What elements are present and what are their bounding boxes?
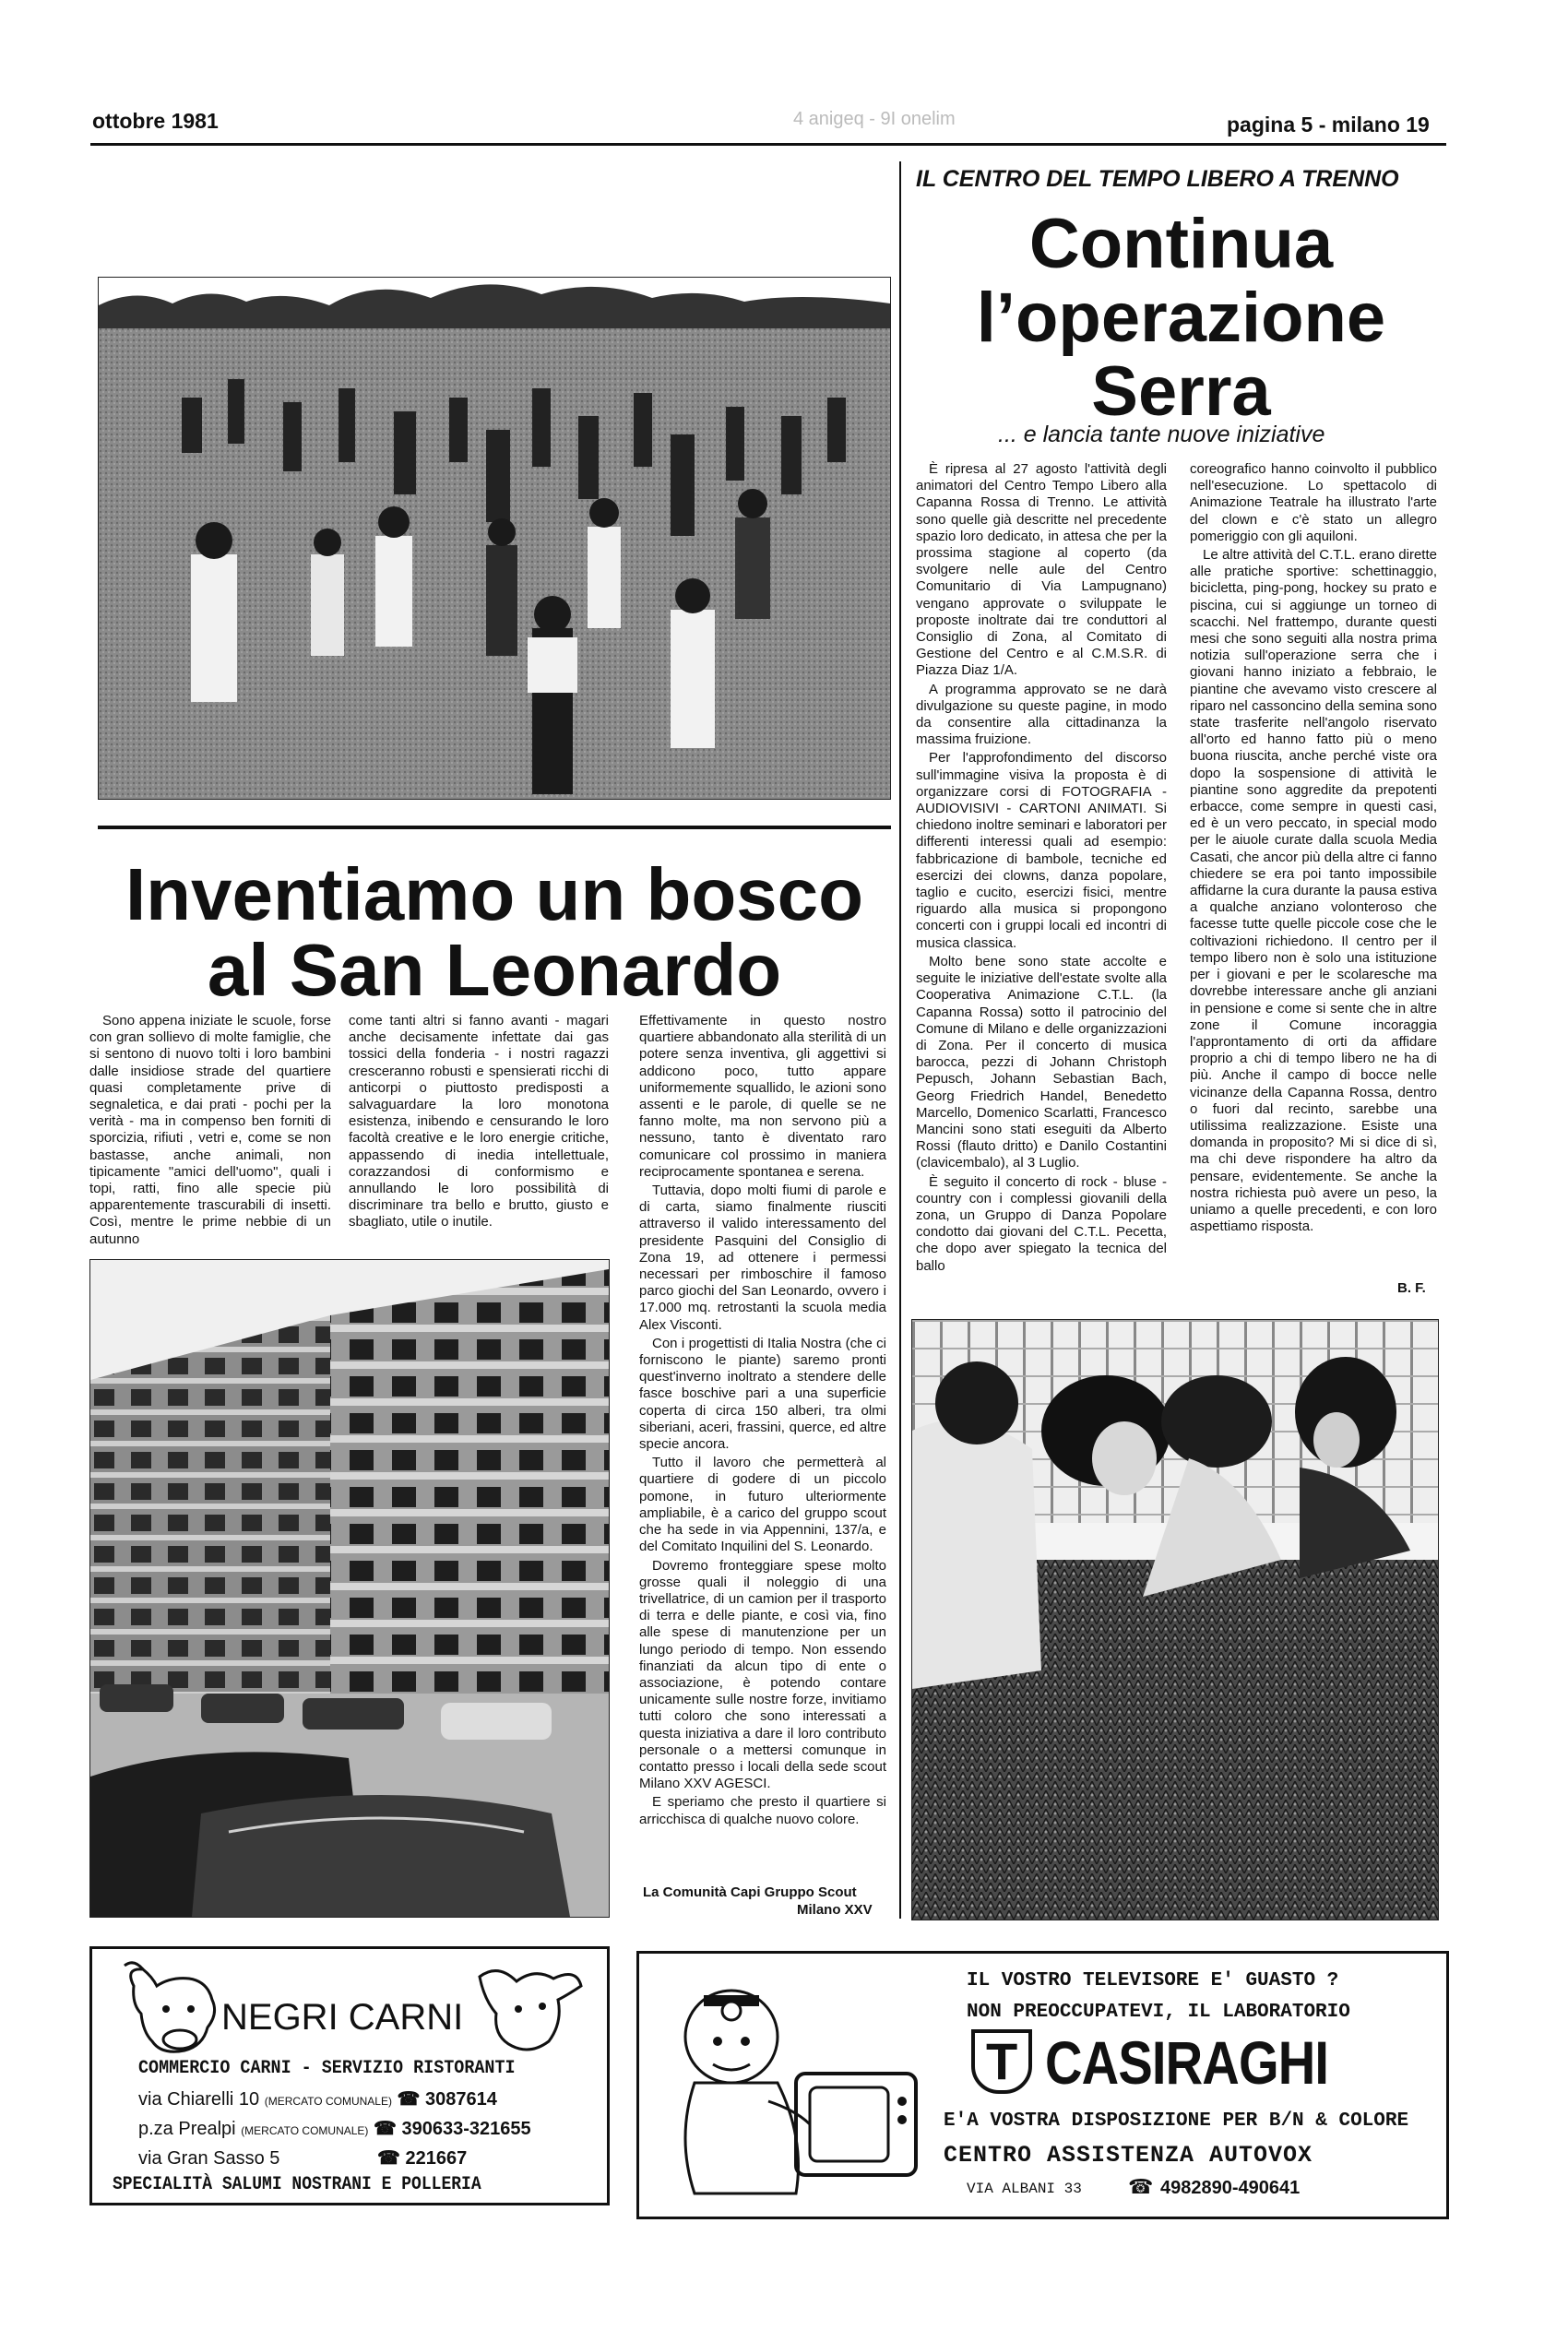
- paragraph: E speriamo che presto il quartiere si arricchisca di qualche nuovo colore.: [639, 1794, 886, 1827]
- article1-title-line3: Serra: [1091, 352, 1271, 431]
- article1-column-2: [1190, 461, 1437, 1237]
- paragraph: come tanti altri si fanno avanti - magari anche decisamente infettate dai gas tossici della fonderia - i nostri ragazzi cresceranno robusti e spensierati ricchi di anticorpi o piuttosto predisposti a salvaguardare la loro monotona esistenza, inibendo e censurando le loro facoltà creative e le loro energie critiche, appassendo di inedia intellettuale, corazzandosi di conformismo e annullando le loro possibilità di discriminare tra bello e brutto, giusto e sbagliato, utile o inutile.: [349, 1013, 609, 1230]
- ad1-brand: NEGRI CARNI: [221, 1997, 464, 2038]
- paragraph: È ripresa al 27 agosto l'attività degli animatori del Centro Tempo Libero alla Capanna Rossa di Trenno. Le attività sono quelle già descritte nel precedente spazio loro dedicato, in attesa che per la prossima stagione al coperto (da svolgere nelle aule del Centro Comunitario di Via Lampugnano) vengano approvate o sviluppate le proposte inoltrate dai tre conduttori al Consiglio di Zona, al Comitato di Gestione del Centro e al C.M.S.R. di Piazza Diaz 1/A.: [916, 461, 1167, 679]
- ad2-line4: CENTRO ASSISTENZA AUTOVOX: [944, 2142, 1313, 2169]
- ad-negri-carni: [89, 1946, 610, 2205]
- article2-column-1: [89, 1013, 331, 1250]
- paragraph: Tuttavia, dopo molti fiumi di parole e di carta, siamo finalmente riusciti attraverso il valido interessamento del presidente Pasquini del Consiglio di Zona 19, ad ottenere i permessi necessari per rimboschire il famoso parco giochi del San Leonardo, ovvero i 17.000 mq. retrostanti la scuola media Alex Visconti.: [639, 1183, 886, 1333]
- paragraph: È seguito il concerto di rock - bluse -country con i complessi giovanili della zona, un Gruppo di Danza Popolare condotto dai giovani del C.T.L. Pecetta, che dopo aver spiegato la tecnica del ballo: [916, 1173, 1167, 1274]
- ad2-line1: IL VOSTRO TELEVISORE E' GUASTO ?: [967, 1970, 1339, 1991]
- paragraph: Per l'approfondimento del discorso sull'immagine visiva la proposta è di organizzare corsi di FOTOGRAFIA -AUDIOVISIVI - CARTONI ANIMATI. Si chiedono inoltre seminari e laboratori per differenti interessi quali ad esempio: fabbricazione di bambole, tecniche ed esercizi dei clowns, danza popolare, taglio e cucito, esercizi fisici, mentre riguardo alla musica si propongono concerti con i gruppi locali ed incontri di musica classica.: [916, 750, 1167, 951]
- paragraph: Molto bene sono state accolte e seguite le iniziative dell'estate svolte alla Cooperativa Animazione C.T.L. (la Capanna Rossa) sotto il patrocinio del Comune di Milano e delle organizzazioni di Zona. Per il concerto di musica barocca, pezzi di Johann Christoph Pepusch, Johann Sebastian Bach, Georg Friedrich Handel, Benedetto Marcello, Domenico Scarlatti, Francesco Mancini sono stati eseguiti da Alberto Rossi (flauto dritto) e Danilo Costantini (clavicembalo), al 3 Luglio.: [916, 953, 1167, 1171]
- paragraph: coreografico hanno coinvolto il pubblico nell'esecuzione. Lo spettacolo di Animazione Teatrale ha illustrato l'arte del clown e c'è stato un allegro pomeriggio con gli aquiloni.: [1190, 461, 1437, 544]
- paragraph: Sono appena iniziate le scuole, forse con gran sollievo di molte famiglie, che si sentono di nuovo tolti i loro bambini dalle insidiose strade del quartiere quasi completamente prive di segnaletica, e dai prati - pochi per la verità - ma in compenso ben forniti di sporcizia, rifiuti , vetri e, come se non bastasse, anche animali, non tipicamente "amici dell'uomo", quali i topi, ratti, fino alle specie più apparentemente trascurabili di insetti. Così, mentre le prime nebbie di un autunno: [89, 1013, 331, 1247]
- article2-signature-line1: La Comunità Capi Gruppo Scout: [643, 1884, 857, 1900]
- article1-title-line1: Continua: [1028, 205, 1334, 283]
- article2-title-line2: al San Leonardo: [207, 929, 782, 1011]
- ad1-phone: ☎ 3087614: [397, 2089, 497, 2110]
- ad1-phone: ☎ 221667: [376, 2148, 468, 2169]
- ad1-address-row2: [138, 2117, 531, 2140]
- paragraph: Tutto il lavoro che permetterà al quartiere di godere di un piccolo pomone, in futuro ulteriormente ampliabile, è a carico del gruppo scout che ha sede in via Appennini, 137/a, e del Comitato Inquilini del S. Leonardo.: [639, 1455, 886, 1555]
- ad1-note: (MERCATO COMUNALE): [264, 2095, 392, 2108]
- paragraph: A programma approvato se ne darà divulgazione su queste pagine, in modo da consentire alla cittadinanza la massima fruizione.: [916, 681, 1167, 748]
- article2-column-3: [639, 1013, 886, 1830]
- header-rule: [90, 143, 1446, 146]
- article1-title-line2: l’operazione: [976, 279, 1386, 357]
- header-date: ottobre 1981: [92, 109, 219, 133]
- article2-top-rule: [98, 826, 891, 829]
- vertical-divider: [899, 161, 901, 1919]
- tv-repairman-icon: [658, 1972, 934, 2203]
- article1-column-1: [916, 461, 1167, 1277]
- ad1-line1: COMMERCIO CARNI - SERVIZIO RISTORANTI: [138, 2058, 516, 2079]
- photo-apartment-buildings: [89, 1259, 610, 1918]
- ad2-phone: 4982890-490641: [1160, 2178, 1301, 2198]
- ad2-brand: CASIRAGHI: [1045, 2028, 1329, 2097]
- ad2-line2: NON PREOCCUPATEVI, IL LABORATORIO: [967, 2002, 1350, 2023]
- ad2-line3: E'A VOSTRA DISPOSIZIONE PER B/N & COLORE: [944, 2110, 1409, 2132]
- ad1-phone: ☎ 390633-321655: [373, 2119, 531, 2139]
- article2-column-2: [349, 1013, 609, 1233]
- ad2-logo: T: [971, 2029, 1032, 2094]
- ad1-address-row1: [138, 2087, 497, 2110]
- photo-girls-garden: [911, 1319, 1439, 1920]
- paragraph: Con i progettisti di Italia Nostra (che ci forniscono le piante) saremo pronti quest'inverno inoltrato a stendere delle fasce boschive pari a una superficie coperta di circa 150 alberi, tra olmi siberiani, aceri, frassini, querce, ed altre specie ancora.: [639, 1335, 886, 1453]
- article1-signature: B. F.: [1397, 1280, 1426, 1296]
- phone-icon: ☎: [1128, 2175, 1154, 2198]
- ad1-note: (MERCATO COMUNALE): [241, 2124, 369, 2137]
- cow-head-icon: [115, 1958, 235, 2069]
- header-mirror-text: 4 anigeq - 9I onelim: [793, 109, 956, 129]
- article2-signature-line2: Milano XXV: [797, 1902, 873, 1918]
- paragraph: Effettivamente in questo nostro quartiere abbandonato alla sterilità di un potere senza inventiva, gli aggettivi si addicono poco, tutto appare uniformemente squallido, le azioni sono assenti e le parole, di quelle se ne fanno molte, ma non servono più a nessuno, tanto è diventato raro comunicare col prossimo in maniera reciprocamente spontanea e serena.: [639, 1013, 886, 1180]
- ad1-address-row3: [138, 2146, 467, 2170]
- ad1-street: p.za Prealpi: [138, 2119, 236, 2139]
- header-page: pagina 5 - milano 19: [1227, 113, 1430, 137]
- ad1-line5: SPECIALITÀ SALUMI NOSTRANI E POLLERIA: [113, 2174, 481, 2195]
- photo-children-park: [98, 277, 891, 800]
- paragraph: Dovremo fronteggiare spese molto grosse quali il noleggio di una trivellatrice, di un camion per il trasporto di terra e delle piante, e così via, fino alle spese di manutenzione per un lungo periodo di tempo. Non essendo finanziati da alcun tipo di ente o associazione, è potendo contare unicamente sulle nostre forze, invitiamo tutti coloro che sono interessati a questa iniziativa a dare il loro contributo personale o a mettersi comunque in contatto presso i locali della sede scout Milano XXV AGESCI.: [639, 1557, 886, 1792]
- paragraph: Le altre attività del C.T.L. erano dirette alle pratiche sportive: schettinaggio, bicicletta, ping-pong, hockey su prato e piscina, cui si aggiunge un torneo di scacchi. Nel frattempo, durante questi mesi che sono seguiti alla nostra prima notizia sull'operazione serra che i giovani hanno iniziato a febbraio, le piantine che avevamo visto crescere al riparo nel cassoncino della semina sono state trasferite nell'angolo riservato all'orto ed hanno fatto più o meno buona riuscita, anche perché viste ora dopo la sospensione di attività le piantine sono aggredite da prepotenti erbacce, come sempre in questi casi, ed è un vero peccato, in special modo per le aiuole curate dalla scuola Media Casati, che ancor più della altre ci fanno chiedere se era poi tanto impossibile affidarne la cura durante la pausa estiva a qualche anziano volonteroso che facesse tutte quelle piccole cose che le coltivazioni richiedono. Il centro per il tempo libero non è solo una istituzione per i giovani e per le scolaresche ma dovrebbe interessare anche gli anziani in pensione e come si sente che in altre zone il Comune incoraggia l'approntamento di orti da affidare proprio a chi di tempo libero ne ha di più. Anche il campo di bocce nelle vicinanze della Capanna Rossa, dentro o fuori dal recinto, sarebbe una utilissima realizzazione. Esiste una domanda in proposito? Mi si dice di sì, ma chi deve rispondere ha altro da pensare, evidentemente. Se anche la nostra richiesta può avere un peso, la uniamo a quelle precedenti, e con loro aspettiamo risposta.: [1190, 547, 1437, 1235]
- ad1-street: via Chiarelli 10: [138, 2089, 260, 2110]
- article2-title-line1: Inventiamo un bosco: [125, 853, 864, 935]
- article1-subtitle: ... e lancia tante nuove iniziative: [998, 422, 1325, 447]
- bull-head-icon: [461, 1958, 590, 2060]
- ad-casiraghi: [636, 1951, 1449, 2219]
- ad2-address: VIA ALBANI 33: [967, 2181, 1082, 2197]
- article1-kicker: IL CENTRO DEL TEMPO LIBERO A TRENNO: [916, 166, 1399, 192]
- ad1-street: via Gran Sasso 5: [138, 2148, 280, 2169]
